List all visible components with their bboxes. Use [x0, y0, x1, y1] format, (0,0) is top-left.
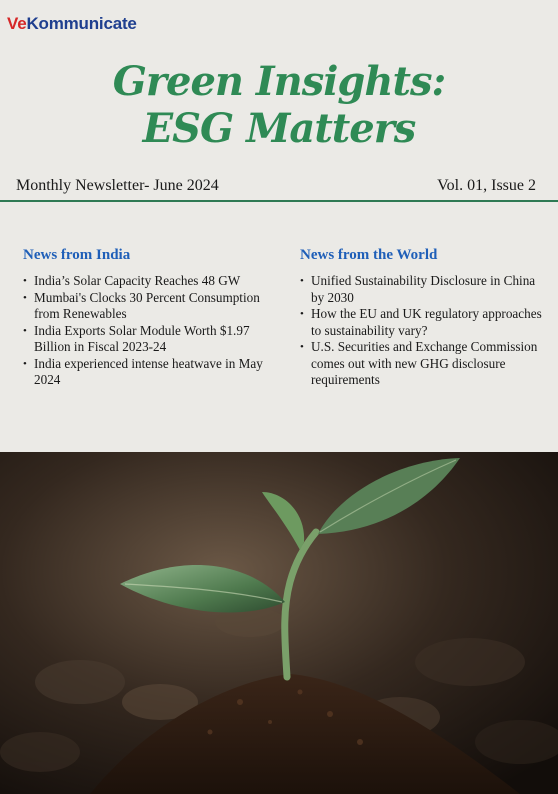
world-news-item[interactable]: • U.S. Securities and Exchange Commission comes out with new GHG disclosure requirements [300, 339, 550, 389]
world-news-item[interactable]: • How the EU and UK regulatory approaches to sustainability vary? [300, 306, 550, 339]
india-news-heading: News from India [23, 247, 131, 263]
brand-logo: VeKommunicate [7, 14, 137, 33]
india-news-section [23, 247, 273, 389]
world-news-heading: News from the World [300, 247, 438, 263]
seedling-illustration [0, 452, 558, 794]
seedling-photo [0, 452, 558, 794]
newsletter-volume: Vol. 01, Issue 2 [437, 177, 536, 194]
newsletter-title-line2: ESG Matters [142, 105, 416, 152]
world-news-section [300, 247, 550, 389]
header-divider [0, 200, 558, 202]
india-news-item[interactable]: • Mumbai's Clocks 30 Percent Consumption from Renewables [23, 290, 273, 323]
newsletter-edition: Monthly Newsletter- June 2024 [16, 177, 219, 194]
india-news-item[interactable]: • India Exports Solar Module Worth $1.97 Billion in Fiscal 2023-24 [23, 323, 273, 356]
world-news-item[interactable]: • Unified Sustainability Disclosure in China by 2030 [300, 273, 550, 306]
india-news-item[interactable]: • India experienced intense heatwave in May 2024 [23, 356, 273, 389]
india-news-item[interactable]: • India’s Solar Capacity Reaches 48 GW [23, 273, 273, 290]
newsletter-title-line1: Green Insights: [112, 58, 446, 105]
brand-logo-e: e [17, 14, 27, 33]
